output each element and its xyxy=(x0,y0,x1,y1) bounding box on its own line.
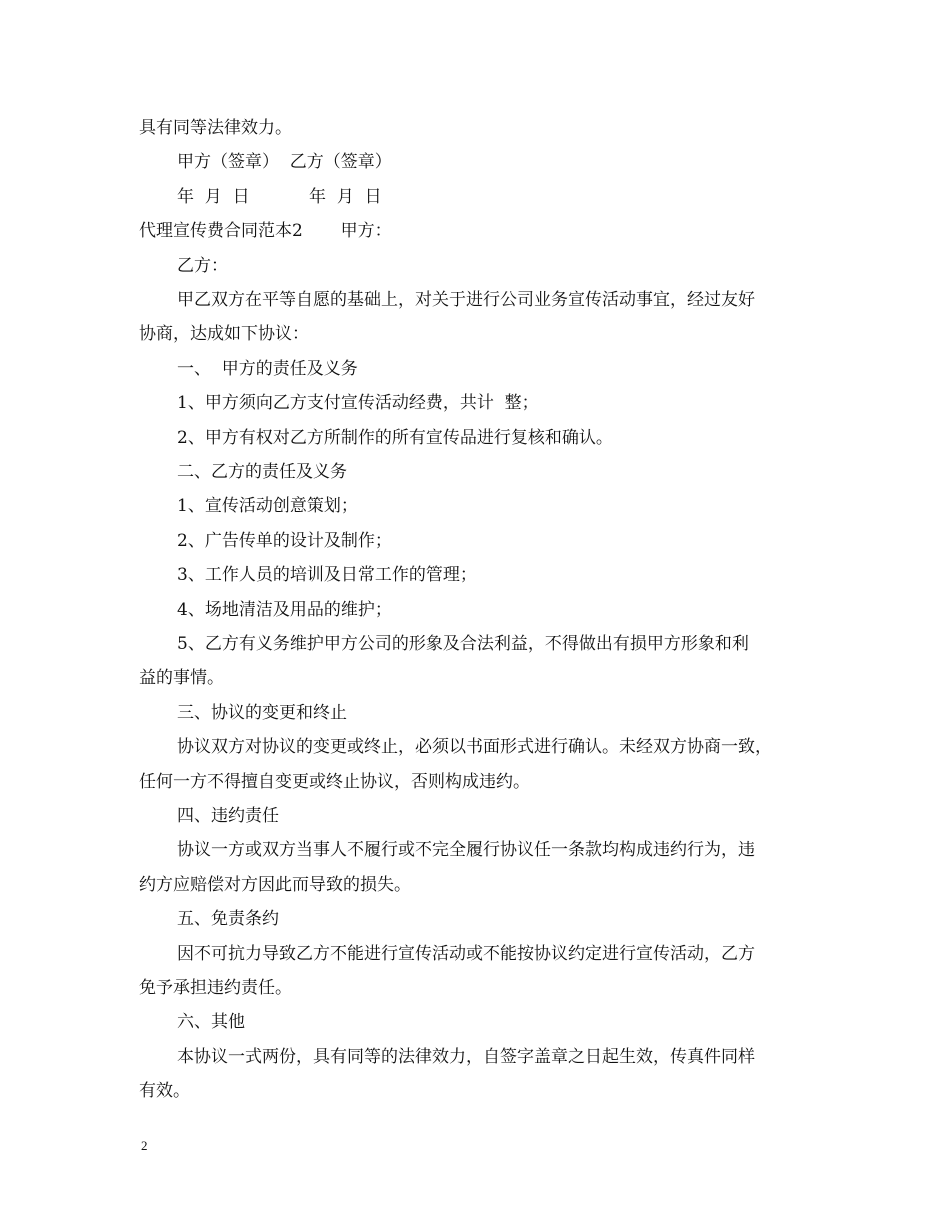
text-line: 5、乙方有义务维护甲方公司的形象及合法利益，不得做出有损甲方形象和利 xyxy=(177,634,749,654)
text-line: 约方应赔偿对方因此而导致的损失。 xyxy=(139,874,411,895)
text-line: 协议一方或双方当事人不履行或不完全履行协议任一条款均构成违约行为，违 xyxy=(177,840,755,861)
text-line: 协议双方对协议的变更或终止，必须以书面形式进行确认。未经双方协商一致， xyxy=(177,737,772,758)
text-line: 1、宣传活动创意策划； xyxy=(177,496,358,517)
text-line: 有效。 xyxy=(139,1081,190,1102)
text-line: 六、其他 xyxy=(177,1012,245,1033)
text-line: 2、广告传单的设计及制作； xyxy=(177,530,392,551)
text-line: 2、甲方有权对乙方所制作的所有宣传品进行复核和确认。 xyxy=(177,427,613,448)
text-line: 五、免责条约 xyxy=(177,909,279,930)
text-line: 二、乙方的责任及义务 xyxy=(177,462,347,482)
text-line: 一、 甲方的责任及义务 xyxy=(177,358,358,379)
text-line: 本协议一式两份，具有同等的法律效力，自签字盖章之日起生效，传真件同样 xyxy=(177,1046,755,1067)
text-line: 三、协议的变更和终止 xyxy=(177,702,347,723)
text-line: 因不可抗力导致乙方不能进行宣传活动或不能按协议约定进行宣传活动，乙方 xyxy=(177,943,755,964)
text-line: 协商，达成如下协议： xyxy=(139,324,309,345)
text-line: 甲方（签章） 乙方（签章） xyxy=(177,152,392,173)
text-line: 3、工作人员的培训及日常工作的管理； xyxy=(177,565,477,586)
text-line: 任何一方不得擅自变更或终止协议，否则构成违约。 xyxy=(139,771,530,792)
text-line: 4、场地清洁及用品的维护； xyxy=(177,599,392,620)
text-line: 免予承担违约责任。 xyxy=(139,978,292,998)
text-line: 1、甲方须向乙方支付宣传活动经费，共计 整； xyxy=(177,393,539,414)
text-line: 甲乙双方在平等自愿的基础上，对关于进行公司业务宣传活动事宜，经过友好 xyxy=(177,290,755,310)
text-line: 益的事情。 xyxy=(139,668,224,689)
text-line: 具有同等法律效力。 xyxy=(139,118,292,138)
text-line: 年 月 日 年 月 日 xyxy=(177,186,382,207)
page-number: 2 xyxy=(141,1138,148,1153)
text-line: 四、违约责任 xyxy=(177,806,279,826)
text-line: 代理宣传费合同范本2 甲方： xyxy=(139,221,392,242)
text-line: 乙方： xyxy=(177,255,228,276)
